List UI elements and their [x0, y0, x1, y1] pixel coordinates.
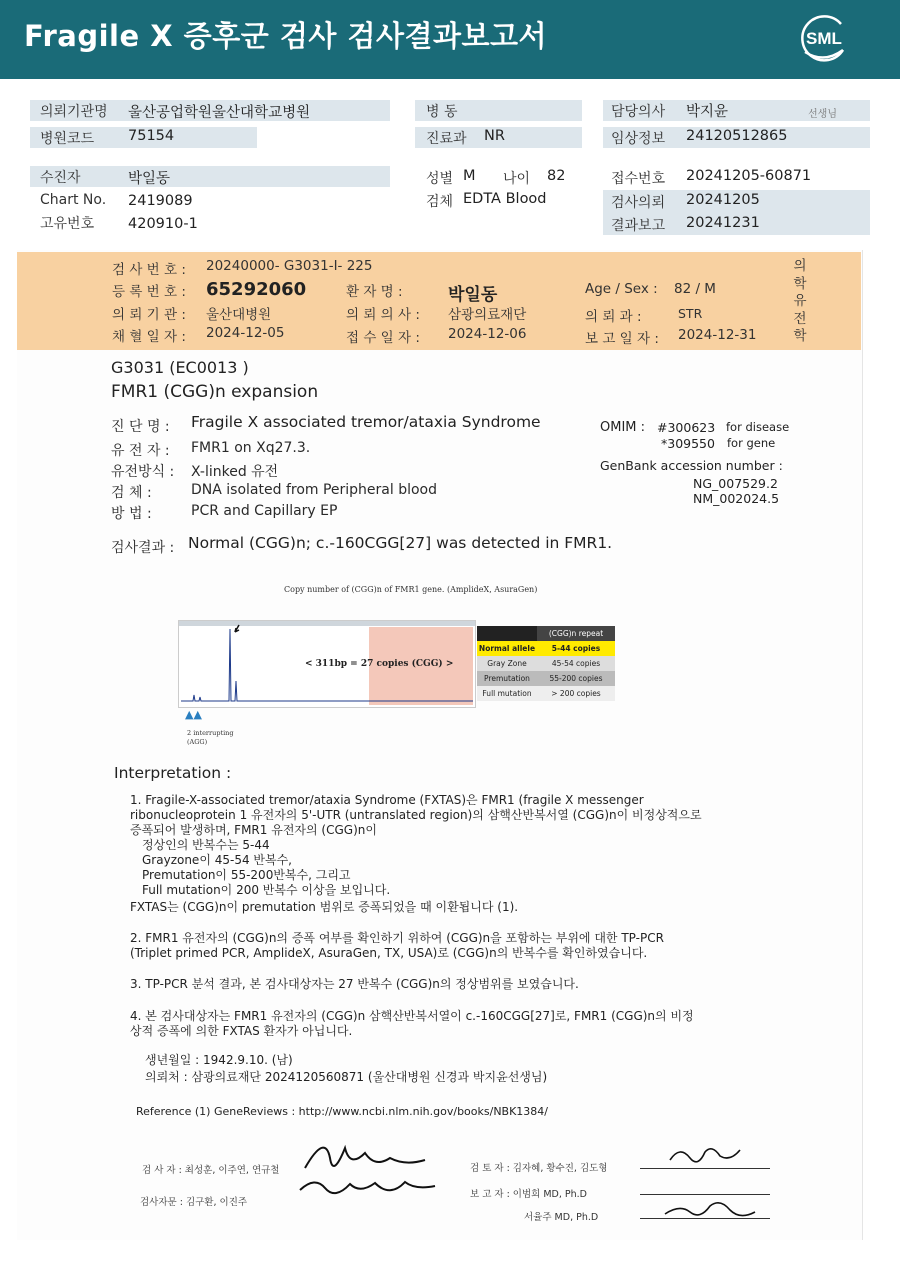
request-value: 20241205 [686, 192, 760, 208]
genbank-1: NG_007529.2 [693, 476, 778, 491]
gene-value: FMR1 on Xq27.3. [191, 440, 311, 456]
figure-caption: Copy number of (CGG)n of FMR1 gene. (AmplideX, AsuraGen) [284, 585, 538, 594]
institution-label: 의뢰기관명 [40, 104, 108, 120]
institution-value: 울산공업학원울산대학교병원 [128, 105, 311, 121]
report-date-value: 20241231 [686, 215, 760, 231]
receive-value: 2024-12-06 [448, 326, 527, 342]
ward-label: 병 동 [426, 104, 458, 120]
advisor-line: 검사자문 : 김구환, 이진주 [140, 1197, 248, 1208]
scan-inst-value: 울산대병원 [206, 307, 272, 323]
result-label: 검사결과 : [111, 540, 175, 556]
reporter-line: 보 고 자 : 이범희 MD, Ph.D [470, 1189, 587, 1200]
omim-gene: *309550 [661, 436, 715, 451]
interp-line: 2. FMR1 유전자의 (CGG)n의 증폭 여부를 확인하기 위하여 (CGG)n을 포함하는 부위에 대한 TP-PCR [130, 931, 664, 945]
interp-line: 증폭되어 발생하며, FMR1 유전자의 (CGG)n이 [130, 823, 377, 837]
genbank-label: GenBank accession number : [600, 458, 783, 473]
dx-label: 진 단 명 : [111, 419, 170, 435]
patient-value: 박일동 [128, 171, 171, 187]
examiner-line: 검 사 자 : 최성훈, 이주연, 연규철 [142, 1165, 280, 1176]
dept-value: NR [484, 128, 505, 144]
table-row: Premutation 55-200 copies [477, 671, 615, 686]
interp-line: 1. Fragile-X-associated tremor/ataxia Syndrome (FXTAS)은 FMR1 (fragile X messenger [130, 793, 644, 807]
scan-dept-label: 의 뢰 과 : [585, 309, 642, 325]
interp-line: ribonucleoprotein 1 유전자의 5'-UTR (untranslated region)의 삼핵산반복서열 (CGG)n이 비정상적으로 [130, 808, 702, 822]
interp-line: 4. 본 검사대상자는 FMR1 유전자의 (CGG)n 삼핵산반복서열이 c.-160CGG[27]로, FMR1 (CGG)n의 비정 [130, 1009, 694, 1023]
inherit-label: 유전방식 : [111, 464, 175, 480]
table-row: Gray Zone 45-54 copies [477, 656, 615, 671]
sml-logo [797, 12, 851, 66]
scan-dept-value: STR [678, 306, 703, 321]
test-name: FMR1 (CGG)n expansion [111, 382, 319, 402]
examiner-signature [295, 1128, 445, 1212]
interp-line: 생년월일 : 1942.9.10. (남) [145, 1053, 293, 1067]
reg-no-value: 65292060 [206, 279, 307, 300]
dept-label: 진료과 [426, 131, 467, 147]
interp-line: (Triplet primed PCR, AmplideX, AsuraGen, TX, USA)로 (CGG)n의 반복수를 확인하였습니다. [130, 946, 648, 960]
reference-line: Reference (1) GeneReviews : http://www.ncbi.nlm.nih.gov/books/NBK1384/ [136, 1105, 549, 1118]
method-value: PCR and Capillary EP [191, 503, 338, 519]
request-label: 검사의뢰 [611, 195, 666, 211]
scan-report-label: 보 고 일 자 : [585, 331, 659, 347]
doctor-value: 박지윤 [686, 104, 729, 120]
method-label: 방 법 : [111, 506, 152, 522]
table-row: Full mutation > 200 copies [477, 686, 615, 701]
specimen-label: 검체 [426, 194, 454, 210]
omim-disease: #300623 [657, 420, 716, 435]
interpretation-title: Interpretation : [114, 764, 232, 782]
gene-label: 유 전 자 : [111, 443, 170, 459]
interrupting-arrows-icon: ▲▲ [185, 708, 202, 721]
dx-value: Fragile X associated tremor/ataxia Syndrome [191, 413, 541, 431]
report-date-label: 결과보고 [611, 218, 666, 234]
scan-doctor-label: 의 뢰 의 사 : [346, 307, 420, 323]
interp-line: FXTAS는 (CGG)n이 premutation 범위로 증폭되었을 때 이환됩니다 (1). [130, 900, 519, 914]
interp-line: Grayzone이 45-54 반복수, [142, 853, 292, 867]
patient-label: 수진자 [40, 170, 81, 186]
result-value: Normal (CGG)n; c.-160CGG[27] was detected in FMR1. [188, 534, 613, 552]
interp-line: Full mutation이 200 반복수 이상을 보입니다. [142, 883, 391, 897]
reporter-sig-line [640, 1194, 770, 1195]
arrow-note-2: (AGG) [187, 738, 208, 746]
receipt-value: 20241205-60871 [686, 168, 812, 184]
collect-value: 2024-12-05 [206, 325, 285, 341]
logo-text: SML [806, 29, 842, 48]
collect-label: 채 혈 일 자 : [112, 329, 186, 345]
header-banner [0, 0, 900, 79]
reviewer-line: 검 토 자 : 김자혜, 황수진, 김도형 [470, 1163, 608, 1174]
scan-patient-label: 환 자 명 : [346, 284, 403, 300]
hospital-code-label: 병원코드 [40, 131, 95, 147]
test-code: G3031 (EC0013 ) [111, 358, 249, 377]
doctor-label: 담당의사 [611, 104, 666, 120]
age-label: 나이 [503, 171, 531, 187]
vertical-char: 학 [793, 275, 807, 292]
omim-disease-note: for disease [726, 420, 790, 434]
vertical-char: 의 [793, 258, 807, 274]
cgg-repeat-table [477, 626, 615, 701]
omim-gene-note: for gene [727, 436, 776, 450]
sex-label: 성별 [426, 171, 454, 187]
specimen-method-label: 검 체 : [111, 485, 152, 501]
clinical-label: 임상정보 [611, 131, 666, 147]
report-title: Fragile X 증후군 검사 검사결과보고서 [24, 19, 548, 53]
interp-line: 상적 증폭에 의한 FXTAS 환자가 아닙니다. [130, 1024, 353, 1038]
peak-label: < 311bp = 27 copies (CGG) > [305, 659, 454, 669]
table-header-row [477, 626, 615, 641]
uid-label: 고유번호 [40, 216, 95, 232]
chart-label: Chart No. [40, 192, 107, 208]
omim-label: OMIM : [600, 420, 646, 435]
interp-line: 3. TP-PCR 분석 결과, 본 검사대상자는 27 반복수 (CGG)n의 정상범위를 보였습니다. [130, 977, 579, 991]
interp-line: Premutation이 55-200반복수, 그리고 [142, 868, 351, 882]
reg-no-label: 등 록 번 호 : [112, 284, 186, 300]
scan-inst-label: 의 뢰 기 관 : [112, 307, 186, 323]
genbank-2: NM_002024.5 [693, 491, 780, 506]
vertical-char: 학 [793, 328, 807, 344]
reporter2-signature [660, 1196, 760, 1224]
scan-report-value: 2024-12-31 [678, 327, 757, 343]
inherit-value: X-linked 유전 [191, 464, 279, 480]
chart-value: 2419089 [128, 193, 193, 209]
sex-value: M [463, 168, 476, 184]
doctor-suffix: 선생님 [808, 109, 837, 120]
age-sex-value: 82 / M [674, 281, 716, 297]
interp-line: 의뢰처 : 삼광의료재단 2024120560871 (울산대병원 신경과 박지윤선생님) [145, 1070, 548, 1084]
vertical-char: 전 [793, 310, 807, 327]
scan-doctor-value: 삼광의료재단 [448, 307, 527, 323]
age-sex-label: Age / Sex : [585, 281, 658, 297]
interp-line: 정상인의 반복수는 5-44 [142, 838, 270, 852]
table-header: (CGG)n repeat [537, 626, 615, 641]
specimen-value: EDTA Blood [463, 191, 547, 207]
reporter2-line: 서율주 MD, Ph.D [524, 1212, 599, 1223]
table-row: Normal allele 5-44 copies [477, 641, 615, 656]
age-value: 82 [547, 168, 566, 184]
vertical-char: 유 [793, 293, 807, 309]
test-no-value: 20240000- G3031-I- 225 [206, 258, 373, 274]
uid-value: 420910-1 [128, 216, 198, 232]
dept-vertical-label [793, 258, 807, 346]
test-no-label: 검 사 번 호 : [112, 262, 186, 278]
reviewer-signature [660, 1140, 750, 1170]
electropherogram-panel [178, 620, 476, 708]
patient-field [30, 166, 390, 187]
hospital-code-value: 75154 [128, 128, 175, 144]
specimen-method-value: DNA isolated from Peripheral blood [191, 482, 438, 498]
arrow-note-1: 2 interrupting [187, 729, 234, 737]
scan-patient-value: 박일동 [448, 285, 498, 305]
receive-label: 접 수 일 자 : [346, 330, 420, 346]
receipt-label: 접수번호 [611, 171, 666, 187]
clinical-value: 24120512865 [686, 128, 788, 144]
